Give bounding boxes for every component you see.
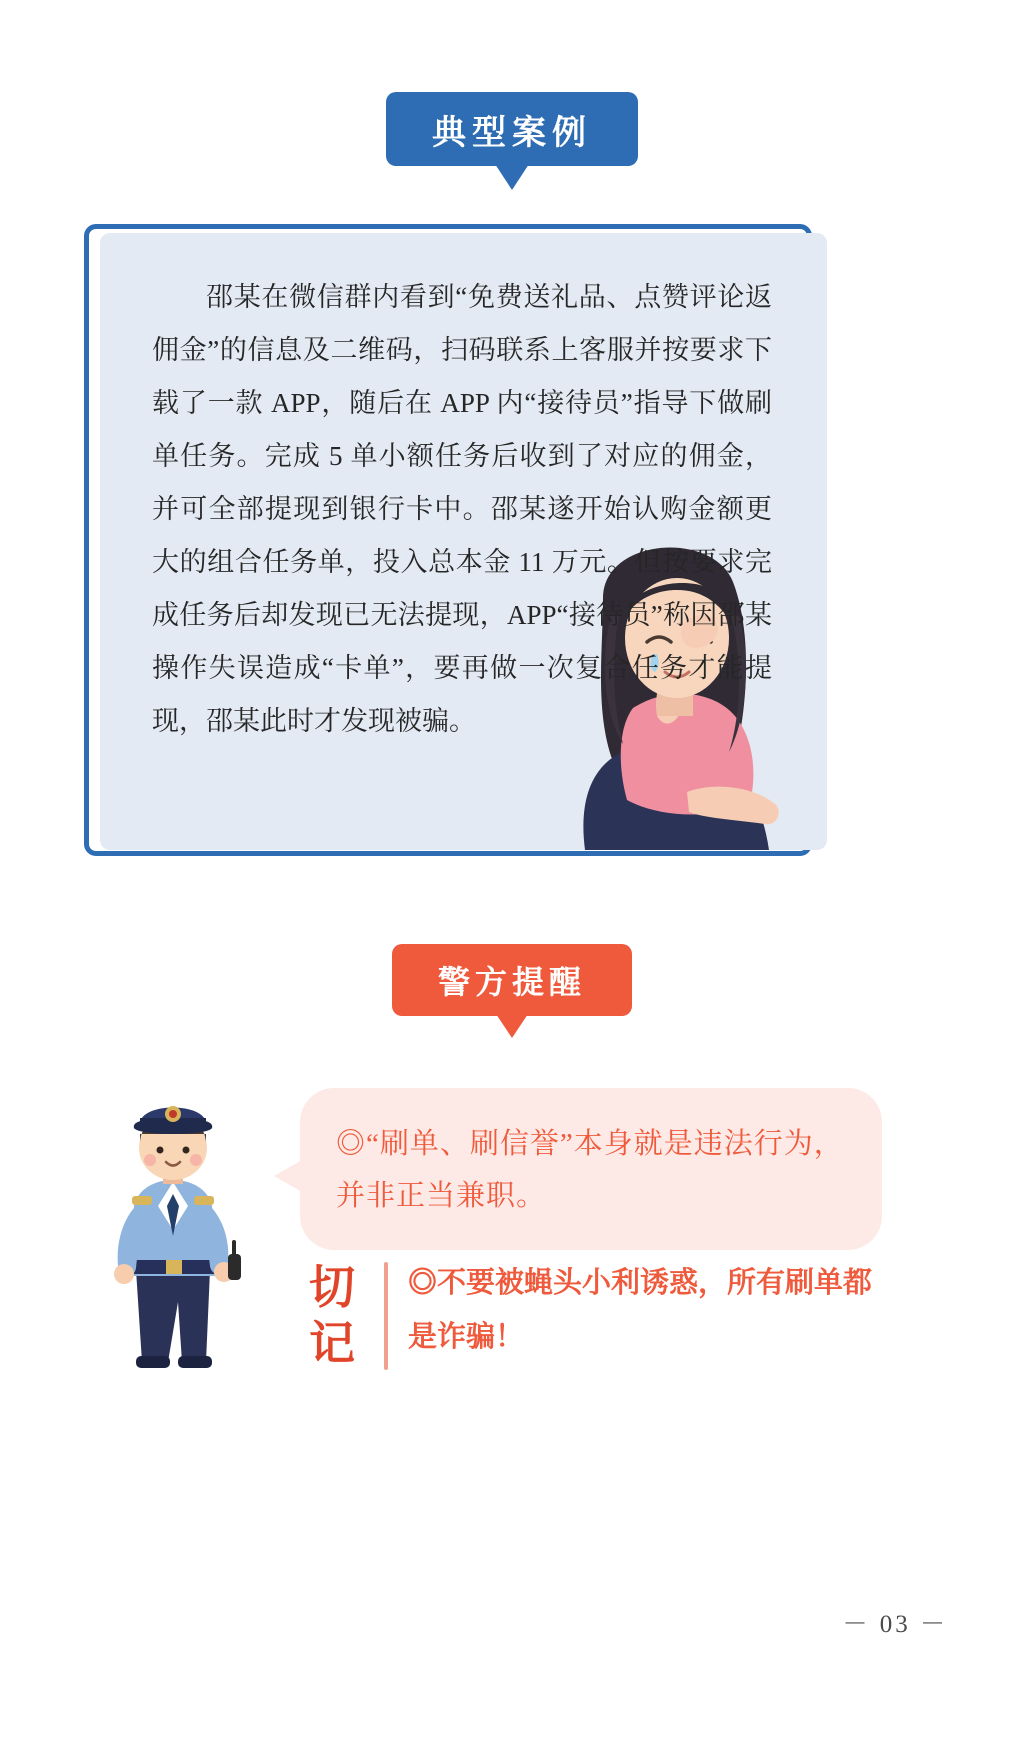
warning-badge-container [0, 944, 1024, 1016]
case-badge-container [0, 92, 1024, 166]
remember-block [292, 1256, 892, 1372]
remember-stamp-label: 切记 [309, 1262, 355, 1369]
case-body-text: 邵某在微信群内看到“免费送礼品、点赞评论返佣金”的信息及二维码，扫码联系上客服并按要求下载了一款 APP，随后在 APP 内“接待员”指导下做刷单任务。完成 5 单小额任务后收到了对应的佣金，并可全部提现到银行卡中。邵某遂开始认购金额更大的组合任务单，投入总本金 11 万元。但按要求完成任务后却发现已无法提现，APP“接待员”称因邵某操作失误造成“卡单”，要再做一次复合任务才能提现，邵某此时才发现被骗。 [152, 282, 772, 736]
warning-speech-bubble [300, 1088, 882, 1250]
policeman-illustration [78, 1090, 268, 1370]
case-section-badge [386, 92, 638, 166]
warning-bubble-text: ◎“刷单、刷信誉”本身就是违法行为，并非正当兼职。 [336, 1128, 844, 1212]
case-panel [100, 233, 827, 850]
case-badge-label: 典型案例 [432, 113, 592, 152]
remember-divider [384, 1262, 388, 1370]
warning-section-badge [392, 944, 632, 1016]
page-number: － 03 － [842, 1611, 948, 1638]
remember-text: ◎不要被蝇头小利诱惑，所有刷单都是诈骗！ [408, 1267, 873, 1353]
warning-badge-label: 警方提醒 [437, 964, 586, 1000]
